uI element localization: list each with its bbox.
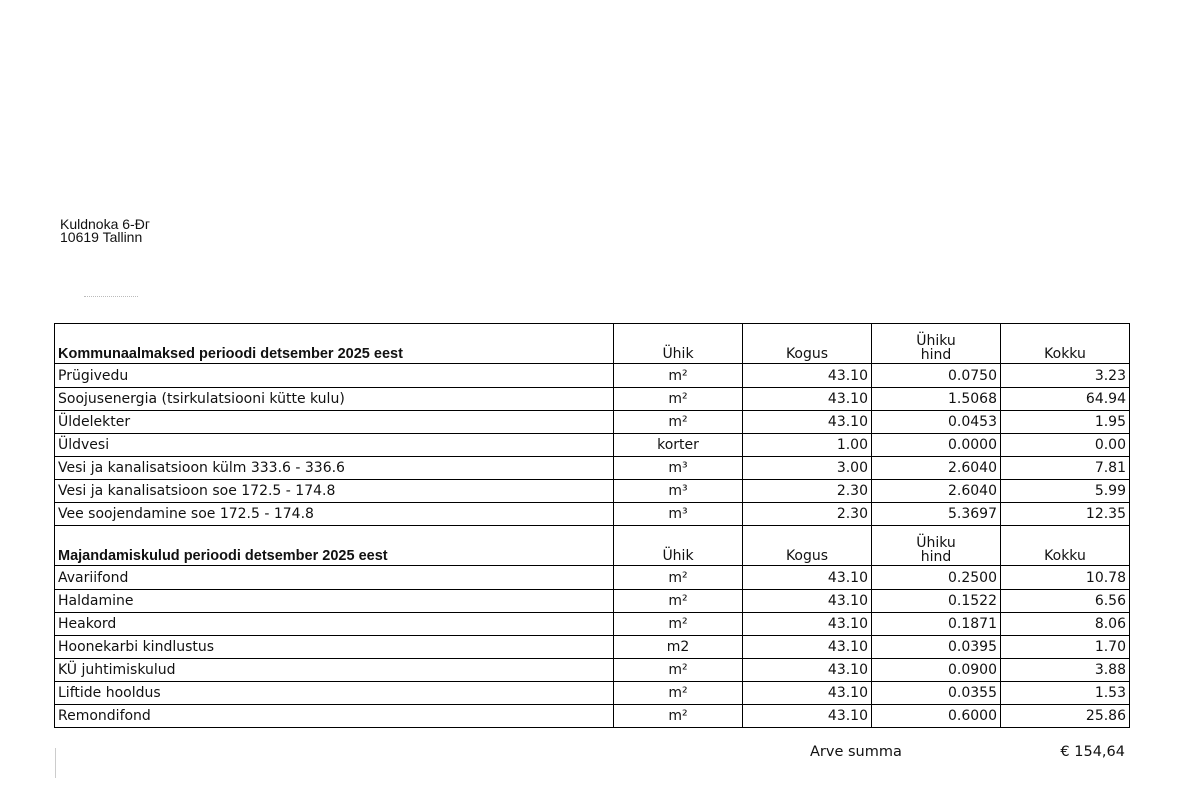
- item-total: 10.78: [1001, 566, 1130, 590]
- item-quantity: 2.30: [743, 480, 872, 503]
- item-quantity: 43.10: [743, 682, 872, 705]
- item-unit-price: 0.1871: [872, 613, 1001, 636]
- table-row: [55, 364, 1130, 388]
- table-row: [55, 566, 1130, 590]
- item-unit-price: 5.3697: [872, 503, 1001, 526]
- table-row: [55, 659, 1130, 682]
- item-unit: korter: [614, 434, 743, 457]
- item-quantity: 43.10: [743, 636, 872, 659]
- section-header-row: [55, 324, 1130, 364]
- column-unit: Ühik: [614, 526, 743, 566]
- item-unit-price: 0.0395: [872, 636, 1001, 659]
- table-row: [55, 411, 1130, 434]
- item-total: 1.53: [1001, 682, 1130, 705]
- address-street: Kuldnoka 6-Đᴦ: [60, 216, 150, 232]
- item-unit-price: 0.0900: [872, 659, 1001, 682]
- item-unit: m²: [614, 566, 743, 590]
- item-total: 12.35: [1001, 503, 1130, 526]
- item-quantity: 3.00: [743, 457, 872, 480]
- item-name: Vesi ja kanalisatsioon külm 333.6 - 336.6: [55, 457, 614, 480]
- item-unit: m²: [614, 705, 743, 728]
- item-name: Üldelekter: [55, 411, 614, 434]
- item-total: 64.94: [1001, 388, 1130, 411]
- address-city: 10619 Tallinn: [60, 229, 143, 245]
- item-quantity: 43.10: [743, 566, 872, 590]
- column-unit-price-line1: Ühiku: [916, 333, 956, 349]
- item-quantity: 43.10: [743, 705, 872, 728]
- item-total: 5.99: [1001, 480, 1130, 503]
- item-quantity: 43.10: [743, 411, 872, 434]
- column-quantity: Kogus: [743, 526, 872, 566]
- item-name: Üldvesi: [55, 434, 614, 457]
- invoice-table: [54, 323, 1130, 728]
- table-row: [55, 457, 1130, 480]
- table-row: [55, 636, 1130, 659]
- redacted-line: [84, 296, 138, 299]
- item-quantity: 43.10: [743, 388, 872, 411]
- item-total: 25.86: [1001, 705, 1130, 728]
- item-unit-price: 2.6040: [872, 457, 1001, 480]
- table-row: [55, 388, 1130, 411]
- item-quantity: 2.30: [743, 503, 872, 526]
- item-total: 1.95: [1001, 411, 1130, 434]
- section-title: Kommunaalmaksed perioodi detsember 2025 eest: [55, 324, 614, 364]
- column-total: Kokku: [1001, 526, 1130, 566]
- table-row: [55, 590, 1130, 613]
- table-row: [55, 503, 1130, 526]
- item-total: 3.23: [1001, 364, 1130, 388]
- item-unit: m²: [614, 613, 743, 636]
- invoice-sum-label: Arve summa: [810, 744, 902, 760]
- item-name: Hoonekarbi kindlustus: [55, 636, 614, 659]
- item-unit-price: 1.5068: [872, 388, 1001, 411]
- item-unit-price: 0.1522: [872, 590, 1001, 613]
- table-row: [55, 705, 1130, 728]
- item-name: Soojusenergia (tsirkulatsiooni kütte kulu): [55, 388, 614, 411]
- item-unit-price: 0.0750: [872, 364, 1001, 388]
- column-unit-price-line1: Ühiku: [916, 535, 956, 551]
- item-unit: m²: [614, 388, 743, 411]
- table-row: [55, 613, 1130, 636]
- item-unit: m²: [614, 364, 743, 388]
- section-header-row: [55, 526, 1130, 566]
- item-name: Vesi ja kanalisatsioon soe 172.5 - 174.8: [55, 480, 614, 503]
- item-name: Heakord: [55, 613, 614, 636]
- item-name: Prügivedu: [55, 364, 614, 388]
- item-name: KÜ juhtimiskulud: [55, 659, 614, 682]
- column-unit: Ühik: [614, 324, 743, 364]
- item-unit: m³: [614, 457, 743, 480]
- invoice-sum-value: € 154,64: [1060, 744, 1125, 760]
- item-unit-price: 0.0355: [872, 682, 1001, 705]
- item-unit: m²: [614, 411, 743, 434]
- item-total: 0.00: [1001, 434, 1130, 457]
- item-total: 3.88: [1001, 659, 1130, 682]
- item-total: 6.56: [1001, 590, 1130, 613]
- column-unit-price-line2: hind: [920, 347, 952, 363]
- column-quantity: Kogus: [743, 324, 872, 364]
- item-unit: m2: [614, 636, 743, 659]
- item-total: 7.81: [1001, 457, 1130, 480]
- column-total: Kokku: [1001, 324, 1130, 364]
- item-unit: m²: [614, 590, 743, 613]
- item-quantity: 1.00: [743, 434, 872, 457]
- item-unit: m²: [614, 682, 743, 705]
- item-name: Avariifond: [55, 566, 614, 590]
- item-quantity: 43.10: [743, 613, 872, 636]
- item-total: 1.70: [1001, 636, 1130, 659]
- column-unit-price: [872, 526, 1001, 566]
- item-quantity: 43.10: [743, 590, 872, 613]
- column-unit-price-line2: hind: [920, 549, 952, 565]
- item-quantity: 43.10: [743, 659, 872, 682]
- table-row: [55, 682, 1130, 705]
- item-unit: m³: [614, 480, 743, 503]
- item-unit-price: 0.6000: [872, 705, 1001, 728]
- item-unit: m²: [614, 659, 743, 682]
- item-quantity: 43.10: [743, 364, 872, 388]
- table-row: [55, 480, 1130, 503]
- recipient-address: [60, 218, 150, 244]
- item-name: Vee soojendamine soe 172.5 - 174.8: [55, 503, 614, 526]
- item-unit-price: 2.6040: [872, 480, 1001, 503]
- item-name: Liftide hooldus: [55, 682, 614, 705]
- item-name: Haldamine: [55, 590, 614, 613]
- column-unit-price: [872, 324, 1001, 364]
- item-unit-price: 0.0453: [872, 411, 1001, 434]
- table-row: [55, 434, 1130, 457]
- item-name: Remondifond: [55, 705, 614, 728]
- item-unit: m³: [614, 503, 743, 526]
- margin-mark: [55, 748, 56, 778]
- item-total: 8.06: [1001, 613, 1130, 636]
- section-title: Majandamiskulud perioodi detsember 2025 eest: [55, 526, 614, 566]
- item-unit-price: 0.2500: [872, 566, 1001, 590]
- item-unit-price: 0.0000: [872, 434, 1001, 457]
